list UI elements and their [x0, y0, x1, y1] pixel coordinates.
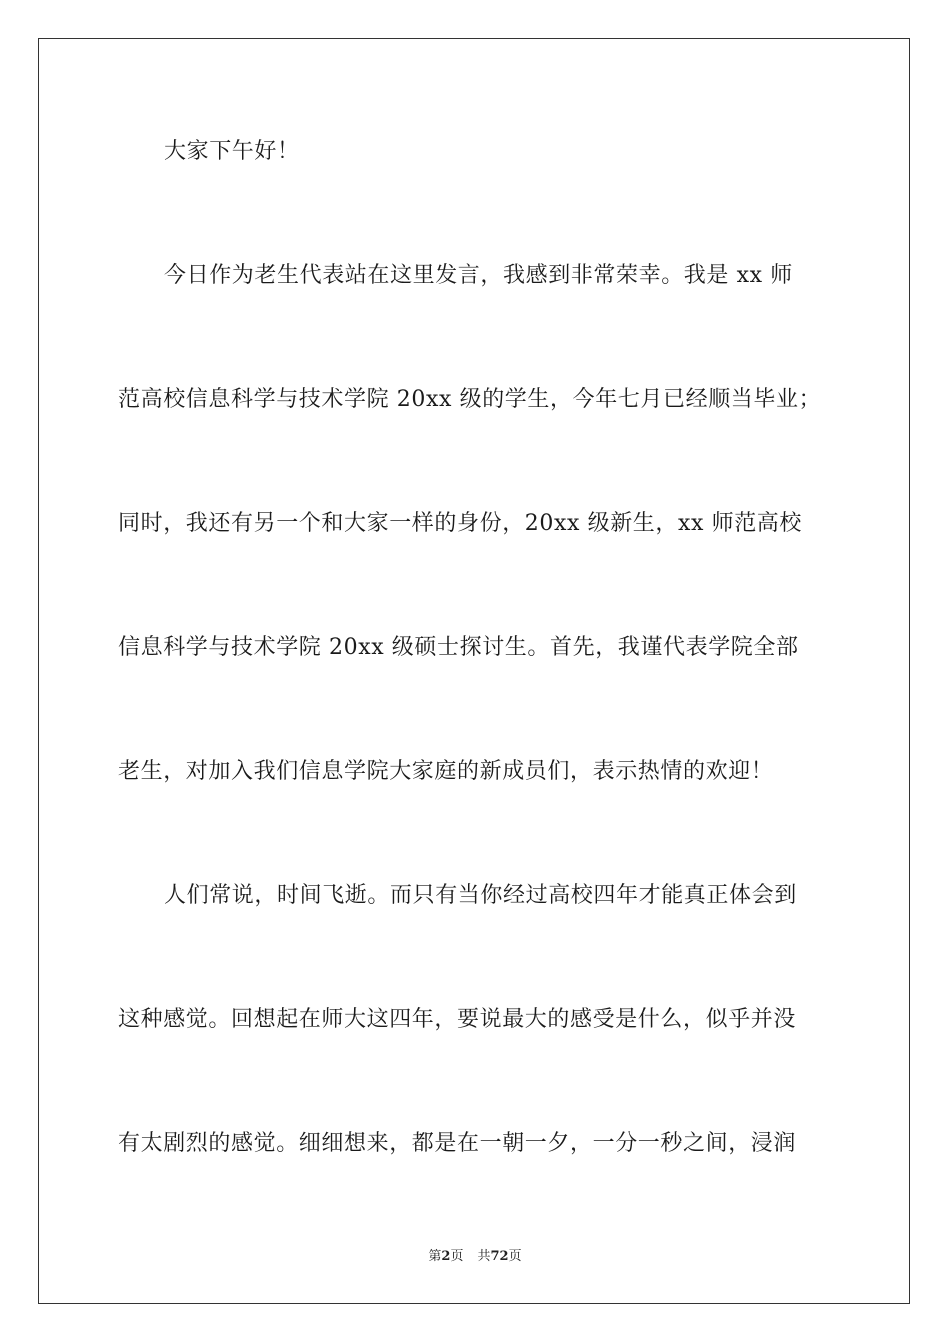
total-suffix: 页 [508, 1249, 522, 1264]
paragraph-line: 老生，对加入我们信息学院大家庭的新成员们，表示热情的欢迎！ [118, 759, 774, 784]
paragraph-line: 同时，我还有另一个和大家一样的身份，20xx 级新生，xx 师范高校 [118, 511, 803, 536]
paragraph-line: 有太剧烈的感觉。细细想来，都是在一朝一夕，一分一秒之间，浸润 [118, 1131, 797, 1156]
total-prefix: 共 [477, 1249, 491, 1264]
paragraph-line: 今日作为老生代表站在这里发言，我感到非常荣幸。我是 xx 师 [164, 263, 793, 288]
page-footer [0, 1248, 950, 1266]
paragraph-line: 人们常说，时间飞逝。而只有当你经过高校四年才能真正体会到 [164, 883, 797, 908]
paragraph-line: 范高校信息科学与技术学院 20xx 级的学生，今年七月已经顺当毕业； [118, 387, 822, 412]
page-number: 2 [441, 1249, 451, 1264]
greeting-line: 大家下午好！ [164, 139, 300, 164]
total-pages: 72 [490, 1249, 509, 1264]
page-border [38, 38, 910, 1304]
paragraph-line: 信息科学与技术学院 20xx 级硕士探讨生。首先，我谨代表学院全部 [118, 635, 799, 660]
page-suffix: 页 [450, 1249, 464, 1264]
page-prefix: 第 [428, 1249, 442, 1264]
paragraph-line: 这种感觉。回想起在师大这四年，要说最大的感受是什么，似乎并没 [118, 1007, 797, 1032]
